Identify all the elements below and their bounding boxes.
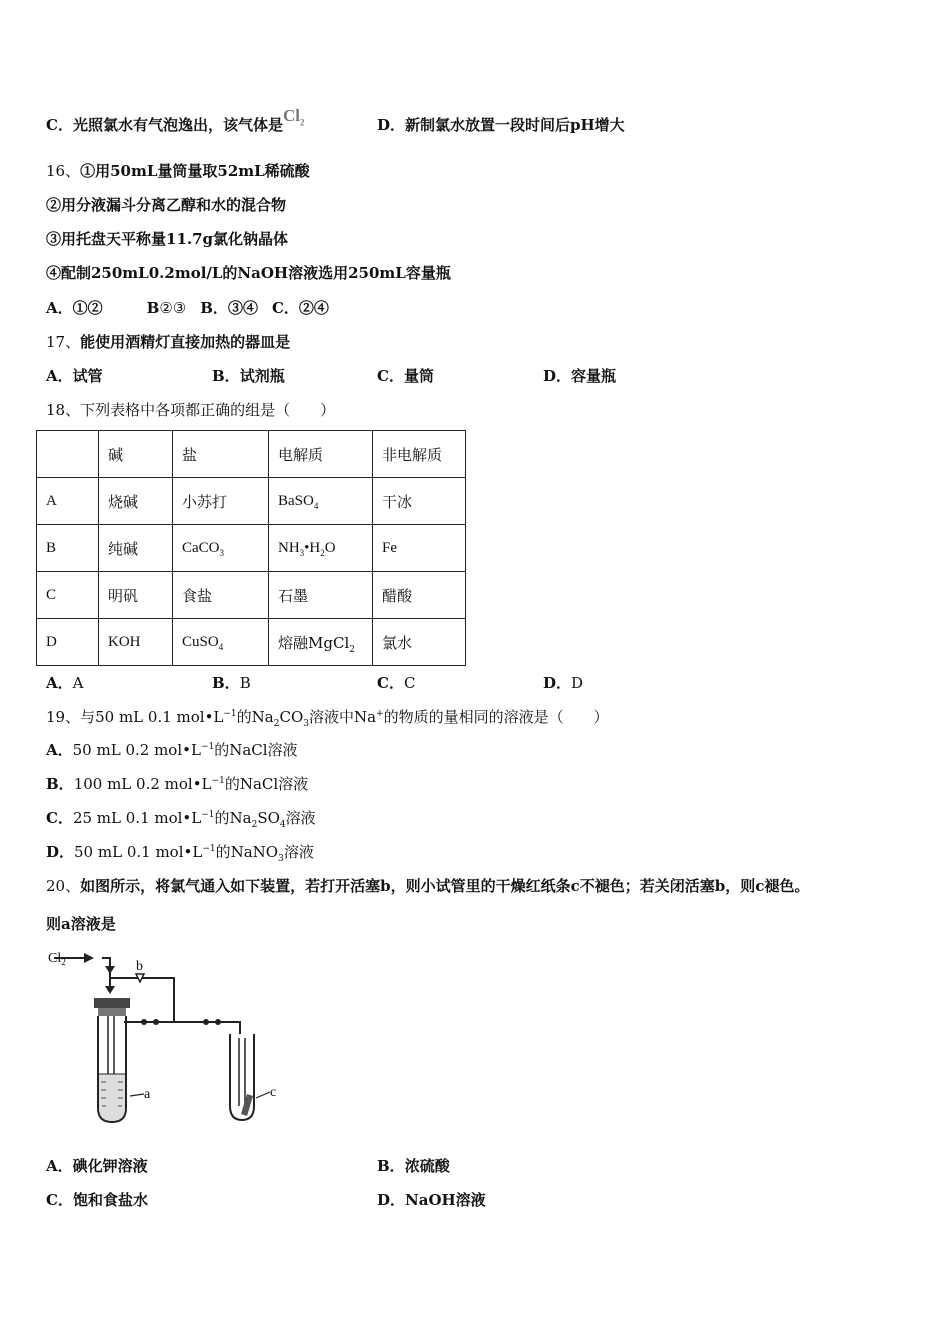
q18-option-b[interactable]: B．B [212, 674, 251, 692]
q16-options [46, 298, 329, 318]
table-cell: D [37, 619, 99, 666]
solution-a [99, 1074, 125, 1121]
table-cell: 纯碱 [99, 525, 173, 572]
q20-stem-2: 则a溶液是 [46, 915, 116, 933]
table-cell: 小苏打 [173, 478, 269, 525]
q18-stem: 18、下列表格中各项都正确的组是（ ） [46, 401, 336, 419]
table-cell: 电解质 [269, 431, 373, 478]
gas-label: $Cl_2$ [48, 951, 66, 967]
table-row [37, 572, 466, 619]
table-cell [37, 431, 99, 478]
apparatus-diagram [44, 946, 294, 1131]
table-cell: 食盐 [173, 572, 269, 619]
q16-option-b2[interactable]: B．③④ [200, 299, 258, 317]
table-cell: 非电解质 [373, 431, 466, 478]
table-cell: $NH_3•H_2O$ [269, 525, 373, 572]
q19-stem: 19、与50 mL 0.1 $mol•L^{-1}$的$Na_2CO_3$溶液中Na+的物质的量相同的溶液是（ ） [46, 708, 609, 729]
valve-label: b [136, 959, 143, 974]
valve-b [136, 974, 144, 982]
table-cell: 熔融MgCl$_2$ [269, 619, 373, 666]
table-cell: C [37, 572, 99, 619]
q16-option-b1[interactable]: B②③ [146, 299, 187, 317]
table-cell: BaSO$_4$ [269, 478, 373, 525]
table-row [37, 619, 466, 666]
connection-pipe [124, 1022, 240, 1034]
strip-label: c [270, 1085, 277, 1100]
q20-option-c[interactable]: C．饱和食盐水 [46, 1191, 148, 1209]
stopper [94, 998, 130, 1008]
table-cell: B [37, 525, 99, 572]
table-cell: 氯水 [373, 619, 466, 666]
q16-item-1: 16、①用50mL量筒量取52mL稀硫酸 [46, 162, 310, 180]
small-test-tube [230, 1034, 254, 1120]
q17-stem: 17、能使用酒精灯直接加热的器皿是 [46, 333, 291, 351]
table-cell: 石墨 [269, 572, 373, 619]
table-cell: 盐 [173, 431, 269, 478]
paper-strip-c [241, 1094, 253, 1116]
table-cell: 干冰 [373, 478, 466, 525]
table-row [37, 478, 466, 525]
cl2-formula: $Cl_2$ [282, 106, 305, 128]
q20-option-d[interactable]: D．NaOH溶液 [377, 1191, 486, 1209]
q15-option-d: D．新制氯水放置一段时间后pH增大 [377, 116, 625, 134]
q15-option-c: C．光照氯水有气泡逸出，该气体是$Cl_2$ [46, 106, 305, 134]
table-cell: A [37, 478, 99, 525]
q17-option-a[interactable]: A．试管 [46, 367, 103, 385]
q20-stem: 20、如图所示，将氯气通入如下装置，若打开活塞b，则小试管里的干燥红纸条c不褪色；若关闭活塞b，则c褪色。 [46, 877, 810, 895]
table-cell: KOH [99, 619, 173, 666]
q18-option-a[interactable]: A．A [46, 674, 84, 692]
q16-item-2: ②用分液漏斗分离乙醇和水的混合物 [46, 196, 287, 214]
table-cell: CaCO$_3$ [173, 525, 269, 572]
q18-option-d[interactable]: D．D [543, 674, 584, 692]
q18-table [36, 430, 466, 666]
table-header-row [37, 431, 466, 478]
q20-option-b[interactable]: B．浓硫酸 [377, 1157, 450, 1175]
q16-option-c[interactable]: C．②④ [271, 299, 329, 317]
q19-option-d[interactable]: D．50 mL 0.1 $mol•L^{-1}$的NaNO$_3$溶液 [46, 843, 314, 864]
q16-item-4: ④配制250mL0.2mol/L的NaOH溶液选用250mL容量瓶 [46, 264, 451, 282]
table-cell: 烧碱 [99, 478, 173, 525]
solution-label: a [144, 1087, 151, 1102]
table-cell: 碱 [99, 431, 173, 478]
q18-option-c[interactable]: C．C [377, 674, 416, 692]
q16-item-3: ③用托盘天平称量11.7g氯化钠晶体 [46, 230, 289, 248]
table-cell: Fe [373, 525, 466, 572]
table-cell: 醋酸 [373, 572, 466, 619]
q19-option-a[interactable]: A．50 mL 0.2 $mol•L^{-1}$的NaCl溶液 [46, 741, 298, 759]
table-row [37, 525, 466, 572]
arrow-head [84, 953, 94, 963]
q17-option-d[interactable]: D．容量瓶 [543, 367, 617, 385]
q17-option-b[interactable]: B．试剂瓶 [212, 367, 285, 385]
q19-option-c[interactable]: C．25 mL 0.1 $mol•L^{-1}$的$Na_2SO_4$溶液 [46, 809, 316, 830]
q17-option-c[interactable]: C．量筒 [377, 367, 434, 385]
q20-option-a[interactable]: A．碘化钾溶液 [46, 1157, 148, 1175]
q16-option-a[interactable]: A．①② [46, 299, 103, 317]
table-cell: CuSO$_4$ [173, 619, 269, 666]
table-cell: 明矾 [99, 572, 173, 619]
q19-option-b[interactable]: B．100 mL 0.2 $mol•L^{-1}$的NaCl溶液 [46, 775, 309, 793]
